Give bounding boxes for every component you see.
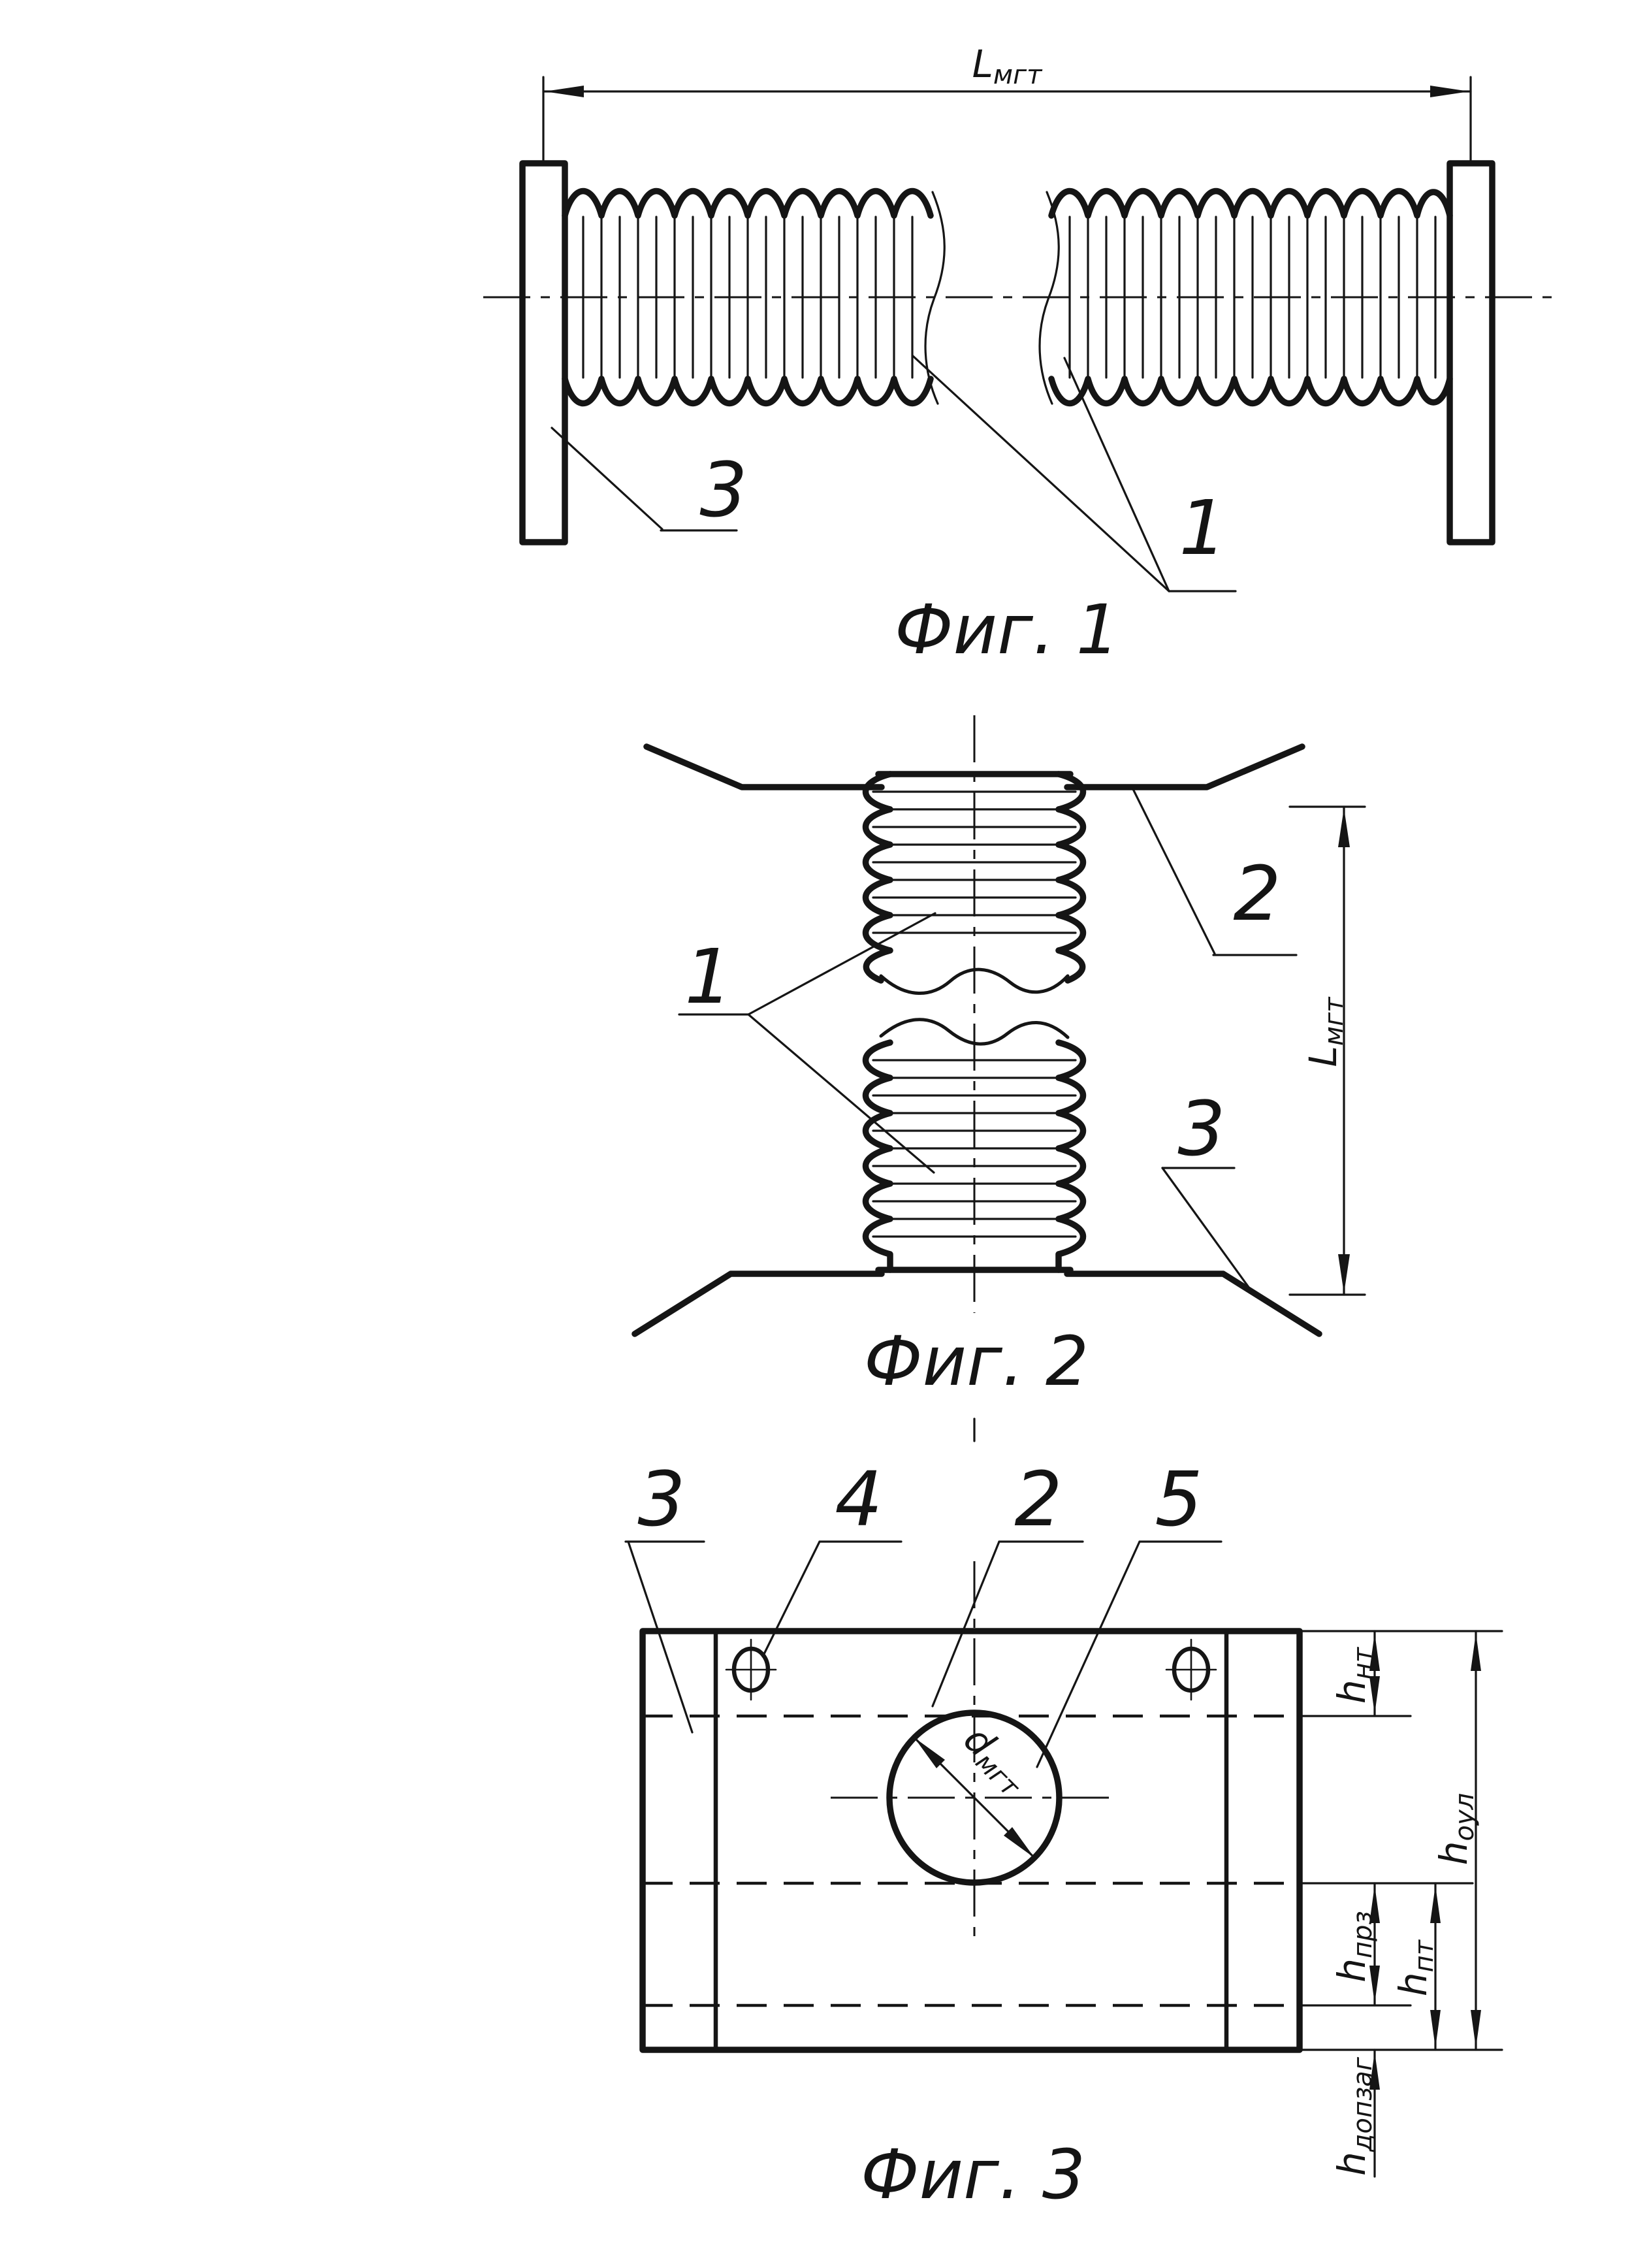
fig2-dim-label-lmgt: Lмгт [1301, 997, 1349, 1067]
fig3-dimension-hdopzag [1330, 2050, 1380, 2177]
fig3-dim-label-houl: hоул [1431, 1792, 1480, 1866]
fig3-dimension-hnt [1330, 1631, 1380, 1716]
fig3-plate-outline [643, 1631, 1300, 2050]
fig3-callout-small-hole [763, 1456, 901, 1657]
fig3-callout-left-band [626, 1456, 704, 1732]
fig3-callout-center-opening [1037, 1456, 1221, 1767]
fig3-callout-4-label: 4 [835, 1456, 883, 1544]
fig3-dim-label-hdopzag: hдопзаг [1330, 2057, 1378, 2176]
figure3-blank-plate-view [626, 1456, 1502, 2214]
figure1-bellows-side-view [483, 42, 1554, 670]
figure3-caption: Фиг. 3 [860, 2135, 1086, 2214]
fig1-callout-bellows [913, 356, 1236, 591]
fig1-dimension-lmgt [543, 42, 1471, 160]
fig3-dimension-houl [1431, 1631, 1481, 2050]
fig3-callout-5-label: 5 [1155, 1456, 1203, 1544]
fig1-dim-label-lmgt: Lмгт [972, 42, 1042, 90]
fig1-left-bellows-top-edge [565, 191, 931, 216]
fig2-callout-bottom-flare [1162, 1086, 1251, 1291]
fig2-callout-3-label: 3 [1177, 1086, 1226, 1173]
fig3-dim-label-hprz: hпрз [1330, 1911, 1378, 1983]
fig2-callout-2-label: 2 [1233, 850, 1281, 938]
fig3-left-hole [726, 1640, 776, 1700]
fig2-callout-bellows [679, 913, 935, 1173]
fig1-left-bellows-bottom-edge [565, 379, 931, 404]
fig1-right-bellows-bottom-edge [1051, 379, 1450, 404]
fig3-dim-label-hpt: hпт [1391, 1939, 1439, 1997]
fig1-callout-3-label: 3 [699, 447, 748, 534]
fig3-dim-label-hnt: hнт [1330, 1647, 1378, 1704]
figure1-caption: Фиг. 1 [894, 590, 1120, 670]
fig1-callout-1-label: 1 [1179, 485, 1227, 572]
fig2-dimension-lmgt [1290, 807, 1365, 1295]
fig1-right-bellows-top-edge [1051, 191, 1450, 216]
fig1-left-flange [522, 163, 565, 542]
fig3-dimension-hpt [1391, 1883, 1441, 2050]
fig3-dim-label-dmgt: dмгт [955, 1717, 1025, 1803]
fig3-dimension-hprz [1330, 1883, 1380, 2005]
fig3-callout-plate [933, 1456, 1083, 1706]
fig1-right-flange [1450, 163, 1492, 542]
fig3-right-hole [1166, 1640, 1216, 1700]
fig3-dimension-dmgt [914, 1717, 1039, 1858]
fig2-callout-top-flare [1133, 789, 1296, 955]
figure2-bellows-vertical-view [635, 715, 1365, 1441]
figure2-caption: Фиг. 2 [863, 1321, 1089, 1401]
fig3-callout-3-label: 3 [637, 1456, 686, 1544]
fig3-callout-2-label: 2 [1014, 1456, 1063, 1544]
fig2-callout-1-label: 1 [684, 933, 733, 1021]
fig1-callout-flange [552, 428, 748, 534]
fig2-upper-bellows-right-edge [1059, 774, 1083, 980]
